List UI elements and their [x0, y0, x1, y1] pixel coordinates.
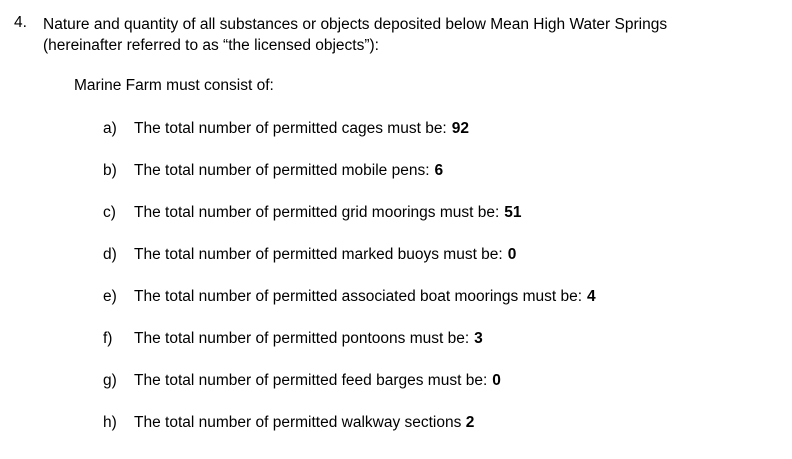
list-item-f: [0, 330, 792, 352]
clause-title-line-2: (hereinafter referred to as “the licensed objects”):: [43, 37, 379, 54]
item-letter: c): [103, 204, 116, 221]
item-value: 2: [465, 414, 475, 431]
clause-title: [43, 14, 788, 56]
list-item-h: [0, 414, 792, 436]
item-value: 3: [474, 330, 483, 347]
list-item-b: [0, 162, 792, 184]
item-letter: h): [103, 414, 117, 431]
intro-text: Marine Farm must consist of:: [74, 77, 274, 94]
list-item-c: [0, 204, 792, 226]
clause-title-line-1: Nature and quantity of all substances or objects deposited below Mean High Water Springs: [43, 16, 668, 33]
item-letter: f): [103, 330, 113, 347]
clause-number: 4.: [14, 14, 27, 31]
item-letter: b): [103, 162, 117, 179]
item-letter: a): [103, 120, 117, 137]
item-letter: e): [103, 288, 117, 305]
item-text: The total number of permitted marked buoys must be:: [134, 246, 503, 263]
list-item-e: [0, 288, 792, 310]
item-text: The total number of permitted walkway sections: [134, 414, 462, 431]
item-text: The total number of permitted mobile pens:: [134, 162, 430, 179]
item-letter: d): [103, 246, 117, 263]
item-text: The total number of permitted feed barges must be:: [134, 372, 488, 389]
item-value: 4: [587, 288, 596, 305]
item-value: 92: [451, 120, 469, 137]
list-item-d: [0, 246, 792, 268]
item-text: The total number of permitted associated boat moorings must be:: [134, 288, 583, 305]
item-value: 51: [504, 204, 522, 221]
item-letter: g): [103, 372, 117, 389]
item-value: 0: [507, 246, 517, 263]
item-text: The total number of permitted cages must be:: [134, 120, 447, 137]
list-item-a: [0, 120, 792, 142]
item-text: The total number of permitted grid moorings must be:: [134, 204, 500, 221]
item-value: 0: [492, 372, 501, 389]
item-value: 6: [434, 162, 444, 179]
list-item-g: [0, 372, 792, 394]
item-text: The total number of permitted pontoons must be:: [134, 330, 470, 347]
